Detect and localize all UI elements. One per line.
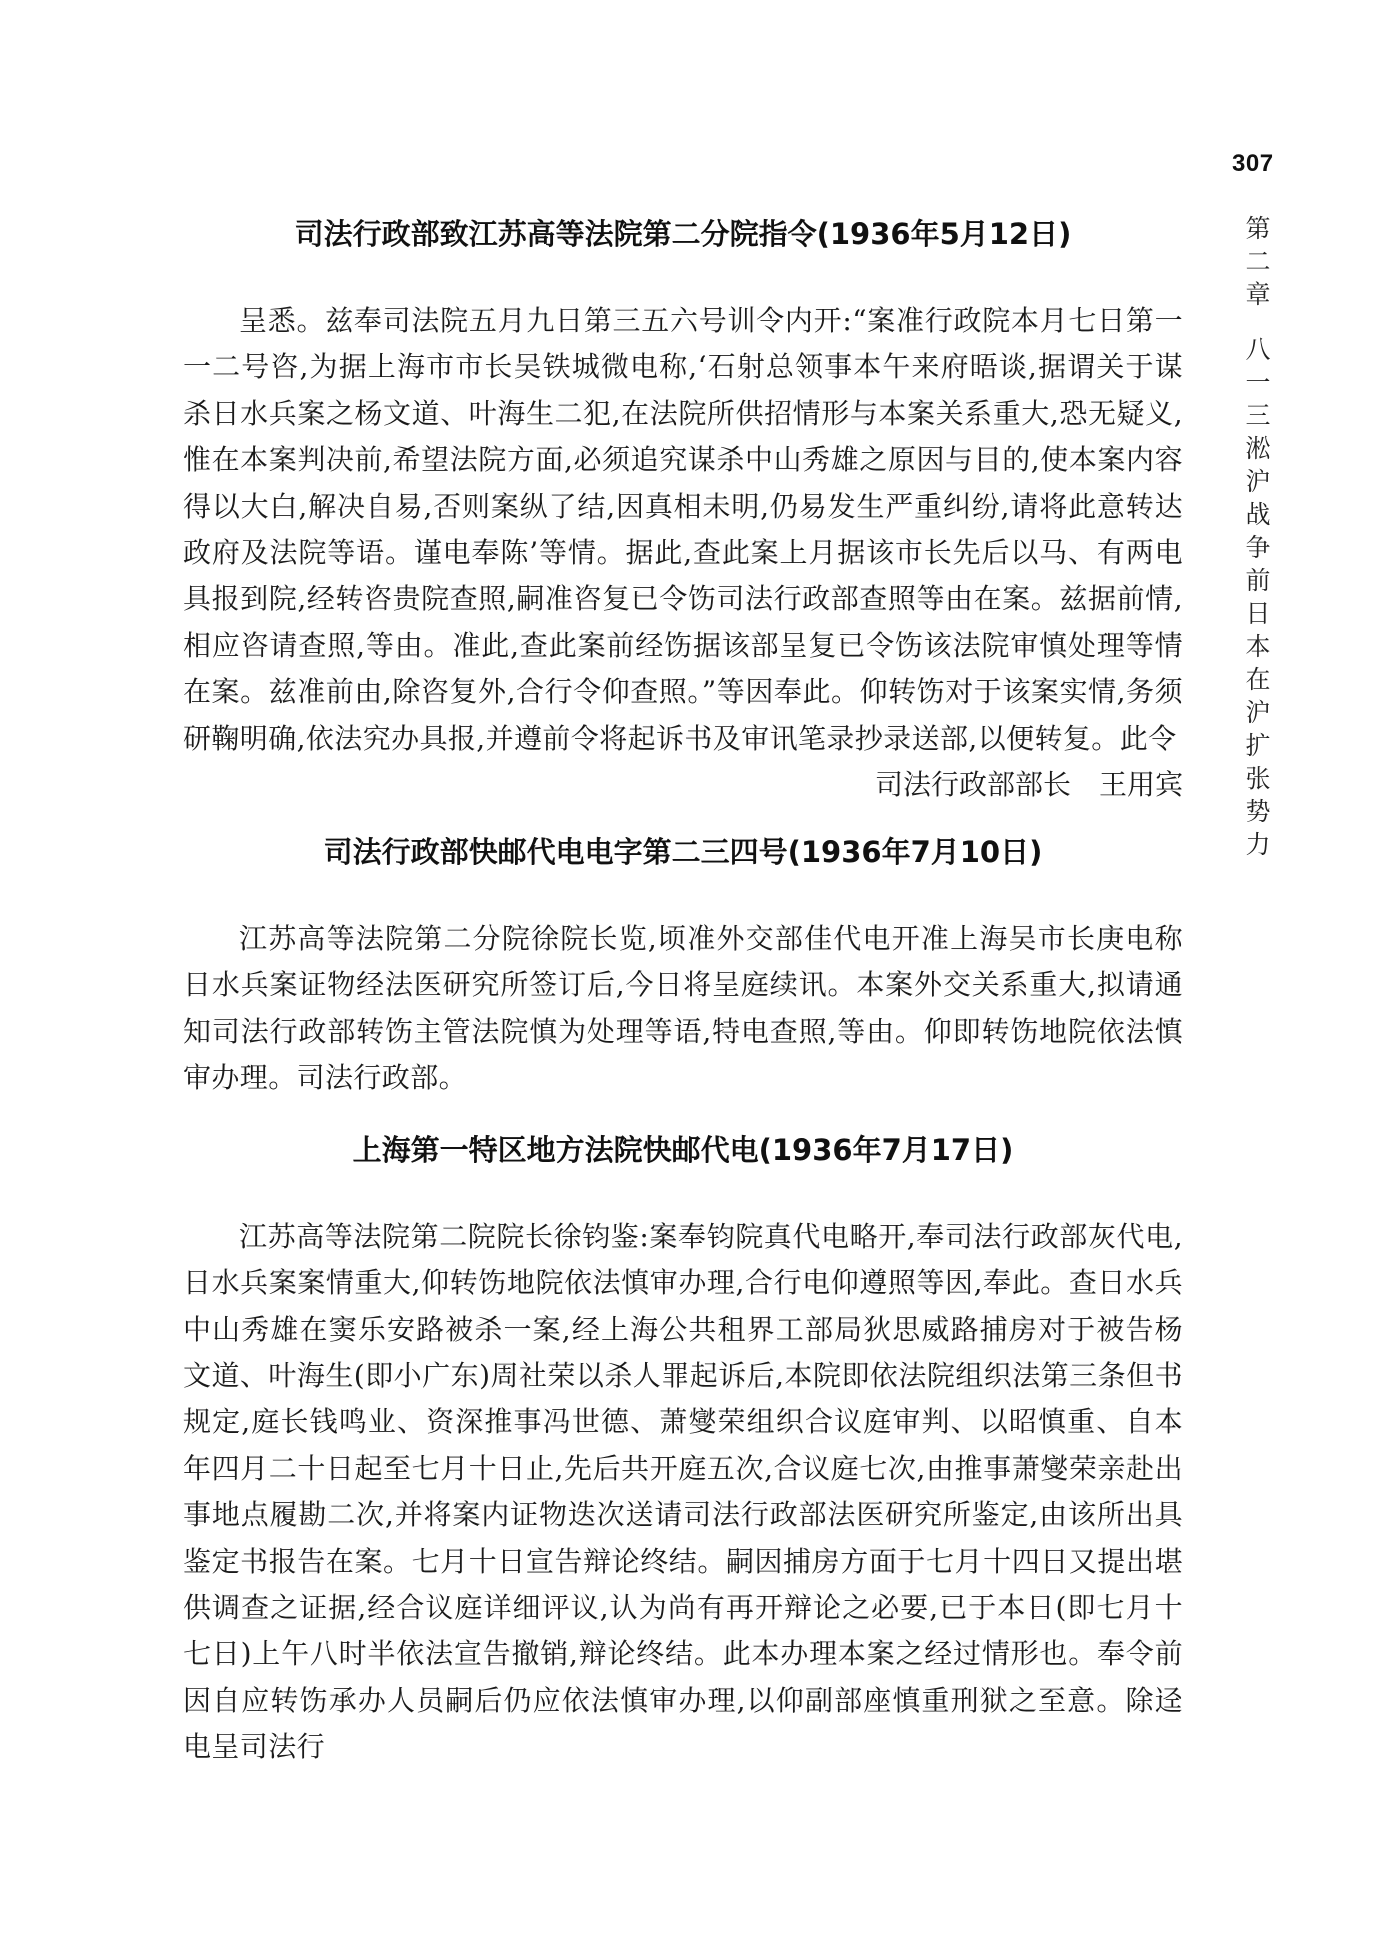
running-head-topic: 八一三淞沪战争前日本在沪扩张势力 bbox=[1245, 335, 1271, 859]
section-body bbox=[183, 1214, 1183, 1771]
paragraph: 江苏高等法院第二院院长徐钧鉴:案奉钧院真代电略开,奉司法行政部灰代电,日水兵案案情重大,仰转饬地院依法慎审办理,合行电仰遵照等因,奉此。查日水兵中山秀雄在窦乐安路被杀一案,经上海公共租界工部局狄思威路捕房对于被告杨文道、叶海生(即小广东)周社荣以杀人罪起诉后,本院即依法院组织法第三条但书规定,庭长钱鸣业、资深推事冯世德、萧燮荣组织合议庭审判、以昭慎重、自本年四月二十日起至七月十日止,先后共开庭五次,合议庭七次,由推事萧燮荣亲赴出事地点履勘二次,并将案内证物迭次送请司法行政部法医研究所鉴定,由该所出具鉴定书报告在案。七月十日宣告辩论终结。嗣因捕房方面于七月十四日又提出堪供调查之证据,经合议庭详细评议,认为尚有再开辩论之必要,已于本日(即七月十七日)上午八时半依法宣告撤销,辩论终结。此本办理本案之经过情形也。奉令前因自应转饬承办人员嗣后仍应依法慎审办理,以仰副部座慎重刑狱之至意。除迳电呈司法行 bbox=[183, 1219, 1183, 1764]
paragraph: 江苏高等法院第二分院徐院长览,顷准外交部佳代电开准上海吴市长庚电称日水兵案证物经法医研究所签订后,今日将呈庭续讯。本案外交关系重大,拟请通知司法行政部转饬主管法院慎为处理等语,特电查照,等由。仰即转饬地院依法慎审办理。司法行政部。 bbox=[183, 922, 1183, 1095]
section-title: 司法行政部致江苏高等法院第二分院指令(1936年5月12日) bbox=[294, 217, 1072, 251]
running-head bbox=[1240, 212, 1276, 861]
document-body bbox=[183, 212, 1183, 1771]
signature-office: 司法行政部部长 bbox=[874, 768, 1071, 802]
paragraph: 呈悉。兹奉司法院五月九日第三五六号训令内开:“案准行政院本月七日第一一二号咨,为据上海市市长吴铁城微电称,‘石射总领事本午来府晤谈,据谓关于谋杀日水兵案之杨文道、叶海生二犯,在法院所供招情形与本案关系重大,恐无疑义,惟在本案判决前,希望法院方面,必须追究谋杀中山秀雄之原因与目的,使本案内容得以大白,解决自易,否则案纵了结,因真相未明,仍易发生严重纠纷,请将此意转达政府及法院等语。谨电奉陈’等情。据此,查此案上月据该市长先后以马、有两电具报到院,经转咨贵院查照,嗣准咨复已令饬司法行政部查照等由在案。兹据前情,相应咨请查照,等由。准此,查此案前经饬据该部呈复已令饬该法院审慎处理等情在案。兹准前由,除咨复外,合行令仰查照。”等因奉此。仰转饬对于该案实情,务须研鞠明确,依法究办具报,并遵前令将起诉书及审讯笔录抄录送部,以便转复。此令 bbox=[183, 304, 1183, 755]
running-head-chapter: 第二章 bbox=[1245, 214, 1271, 309]
section-title: 上海第一特区地方法院快邮代电(1936年7月17日) bbox=[352, 1132, 1014, 1167]
section-body bbox=[183, 298, 1183, 808]
page-number: 307 bbox=[1232, 150, 1274, 177]
section-title: 司法行政部快邮代电电字第二三四号(1936年7月10日) bbox=[323, 835, 1043, 870]
signature bbox=[183, 762, 1183, 808]
signature-name: 王用宾 bbox=[1098, 768, 1183, 802]
section-body bbox=[183, 916, 1183, 1102]
running-head-gap bbox=[1240, 311, 1276, 333]
